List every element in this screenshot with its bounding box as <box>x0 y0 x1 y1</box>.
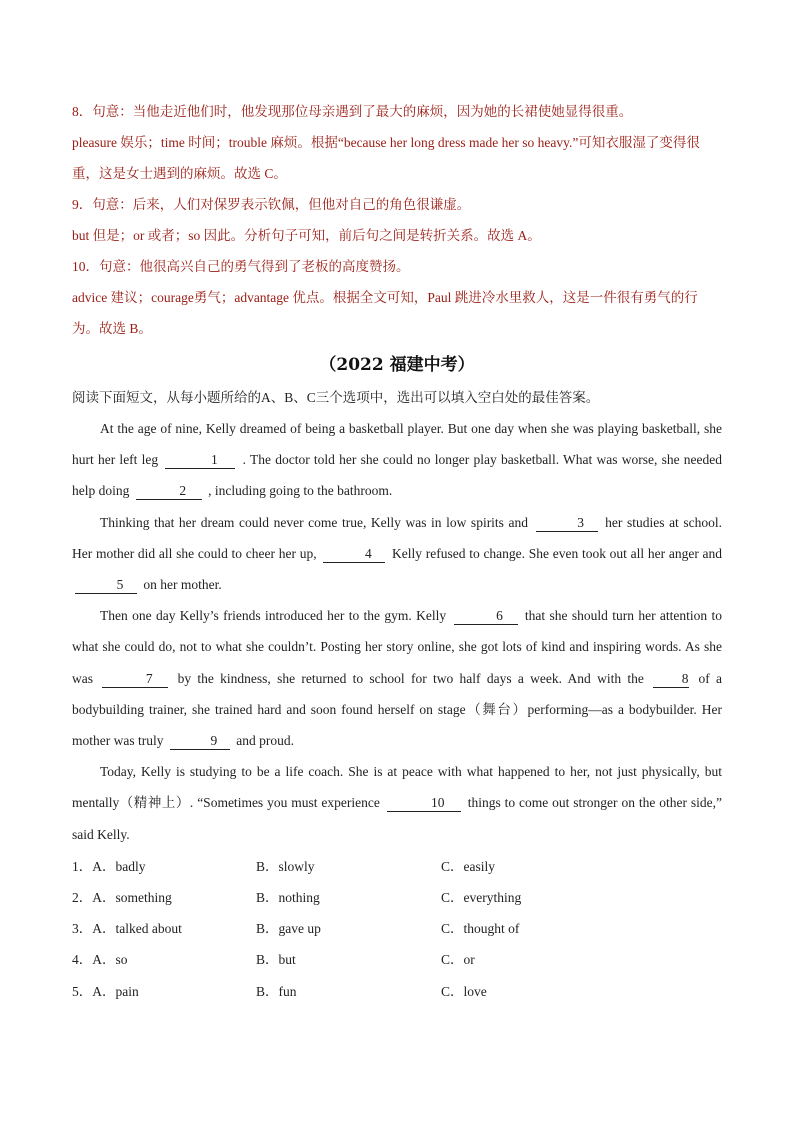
blank-2: 2 <box>136 483 202 500</box>
option-b: B．nothing <box>256 890 320 906</box>
answer-options <box>72 851 722 1007</box>
passage-text: by the kindness, she returned to school for two half days a week. And with the <box>177 670 644 686</box>
option-b: B．but <box>256 952 296 968</box>
passage-text: Then one day Kelly’s friends introduced her to the gym. Kelly <box>100 608 447 624</box>
passage-text: . The doctor told her she could no longer play basketball. What was worse, she needed help doing <box>72 452 723 499</box>
blank-9: 9 <box>170 733 230 750</box>
passage-text: her studies at school. Her mother did all she could to cheer her up, <box>72 514 723 561</box>
question-2-options <box>72 882 722 913</box>
passage-text: Thinking that her dream could never come true, Kelly was in low spirits and <box>100 514 529 530</box>
passage-text: Kelly refused to change. She even took out all her anger and <box>392 545 723 561</box>
passage-paragraph-1 <box>72 413 722 507</box>
passage-text: At the age of nine, Kelly dreamed of being a basketball player. But one day when she was playing basketball, she hurt her left leg <box>72 421 722 468</box>
explanation-10-analysis: advice 建议；courage勇气；advantage 优点。根据全文可知，Paul 跳进冷水里救人，这是一件很有勇气的行为。故选 B。 <box>72 290 698 336</box>
option-c: C．or <box>441 952 475 968</box>
blank-8: 8 <box>653 671 689 688</box>
explanation-8-analysis: pleasure 娱乐；time 时间；trouble 麻烦。根据“because her long dress made her so heavy.”可知衣服湿了变得很重，这是女士遇到的麻烦。故选 C。 <box>72 135 700 181</box>
explanation-9-meaning: 9．句意：后来，人们对保罗表示钦佩，但他对自己的角色很谦虚。 <box>72 197 471 212</box>
blank-7: 7 <box>102 671 168 688</box>
blank-10: 10 <box>387 795 461 812</box>
option-c: C．love <box>441 983 487 999</box>
passage-text: , including going to the bathroom. <box>208 483 393 499</box>
blank-1: 1 <box>165 452 235 469</box>
passage-text: on her mother. <box>143 577 222 593</box>
option-a: 3．A．talked about <box>72 921 182 937</box>
question-1-options <box>72 851 722 882</box>
explanation-9-analysis: but 但是；or 或者；so 因此。分析句子可知，前后句之间是转折关系。故选 A。 <box>72 228 541 243</box>
option-c: C．everything <box>441 890 522 906</box>
question-4-options <box>72 944 722 975</box>
blank-4: 4 <box>323 546 385 563</box>
passage-text: things to come out stronger on the other side,” said Kelly. <box>72 795 722 842</box>
option-a: 5．A．pain <box>72 983 139 999</box>
passage-text: of a bodybuilding trainer, she trained hard and soon found herself on stage（舞台）performing—as a bodybuilder. Her mother was truly <box>72 670 722 749</box>
answer-explanations <box>72 96 722 344</box>
option-a: 2．A．something <box>72 890 172 906</box>
passage-text: Today, Kelly is studying to be a life coach. She is at peace with what happened to her, not just physically, but mentally（精神上）. “Sometimes you must experience <box>72 764 722 811</box>
option-a: 1．A．badly <box>72 858 146 874</box>
passage-text: and proud. <box>236 733 294 749</box>
question-5-options <box>72 976 722 1007</box>
passage-paragraph-4 <box>72 756 722 850</box>
section-title: （2022 福建中考） <box>319 355 475 375</box>
question-3-options <box>72 913 722 944</box>
passage-paragraph-3 <box>72 600 722 756</box>
explanation-8-meaning: 8．句意：当他走近他们时，他发现那位母亲遇到了最大的麻烦，因为她的长裙使她显得很重。 <box>72 104 633 119</box>
instruction-text: 阅读下面短文，从每小题所给的A、B、C三个选项中，选出可以填入空白处的最佳答案。 <box>72 390 600 405</box>
option-b: B．slowly <box>256 858 315 874</box>
blank-6: 6 <box>454 608 518 625</box>
passage-paragraph-2 <box>72 507 722 601</box>
option-b: B．fun <box>256 983 297 999</box>
reading-passage <box>72 413 722 850</box>
blank-5: 5 <box>75 577 137 594</box>
option-a: 4．A．so <box>72 952 128 968</box>
document-page <box>72 96 722 1007</box>
passage-text: that she should turn her attention to what she could do, not to what she couldn’t. Posting her story online, she got lots of kind and inspiring words. As she was <box>72 608 723 686</box>
option-c: C．easily <box>441 858 495 874</box>
option-b: B．gave up <box>256 921 321 937</box>
blank-3: 3 <box>536 515 598 532</box>
explanation-10-meaning: 10．句意：他很高兴自己的勇气得到了老板的高度赞扬。 <box>72 259 410 274</box>
option-c: C．thought of <box>441 921 520 937</box>
